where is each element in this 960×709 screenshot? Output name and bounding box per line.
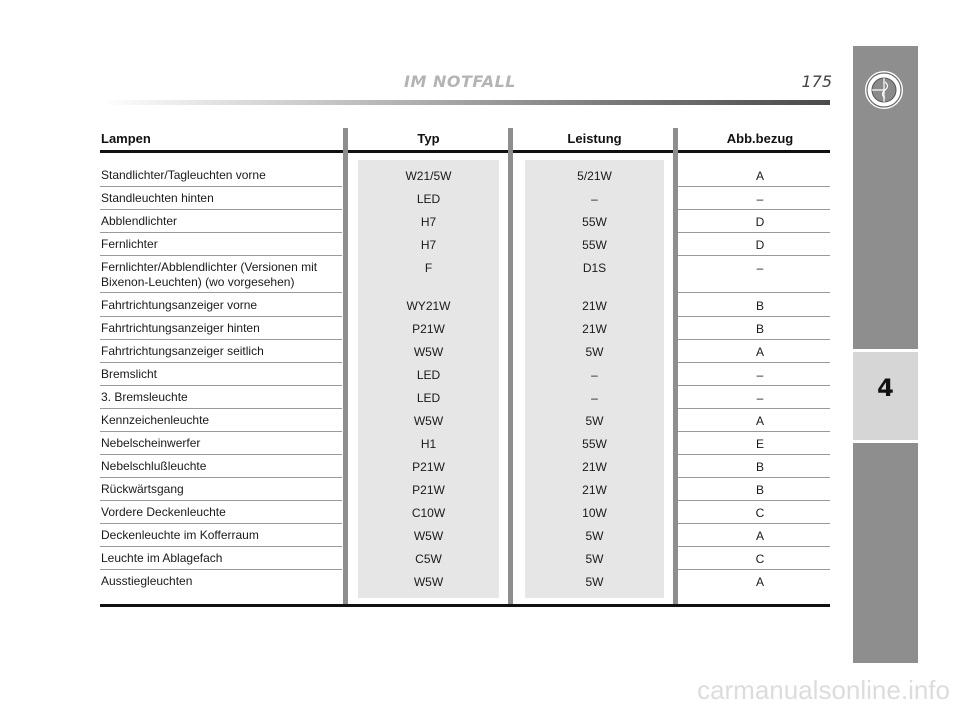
row-lamp-name — [101, 390, 339, 405]
row-abb: D — [755, 238, 765, 252]
row-divider — [678, 569, 830, 570]
row-abb: – — [756, 391, 764, 405]
row-divider — [100, 500, 342, 501]
col-head-lampen: Lampen — [101, 131, 151, 146]
row-lamp-name — [101, 482, 339, 497]
row-abb: E — [755, 437, 764, 451]
row-typ: P21W — [412, 483, 445, 497]
row-lamp-name — [101, 168, 339, 183]
row-lamp-name-line: Abblendlichter — [101, 214, 178, 228]
table-bottom-rule — [100, 604, 830, 607]
row-divider — [678, 523, 830, 524]
row-divider — [100, 569, 342, 570]
column-divider — [343, 128, 348, 607]
row-lamp-name-line: 3. Bremsleuchte — [101, 390, 188, 404]
row-divider — [678, 477, 830, 478]
row-abb: A — [755, 529, 764, 543]
row-divider — [678, 431, 830, 432]
row-lamp-name-line: Fahrtrichtungsanzeiger hinten — [101, 321, 260, 335]
row-lamp-name — [101, 260, 339, 290]
row-leistung: 21W — [582, 299, 607, 313]
row-typ: W5W — [413, 345, 444, 359]
row-abb: C — [755, 506, 765, 520]
row-leistung: 55W — [582, 437, 607, 451]
row-leistung: – — [591, 391, 598, 405]
row-abb: B — [755, 460, 764, 474]
row-abb: C — [755, 552, 765, 566]
watermark: carmanualsonline.info — [697, 675, 950, 705]
row-typ: H7 — [420, 215, 437, 229]
row-lamp-name — [101, 551, 339, 566]
row-lamp-name-line: Bixenon-Leuchten) (wo vorgesehen) — [101, 275, 295, 289]
row-divider — [678, 408, 830, 409]
table-header-rule — [100, 150, 830, 153]
row-leistung: 21W — [582, 322, 607, 336]
row-lamp-name — [101, 528, 339, 543]
row-lamp-name-line: Standleuchten hinten — [101, 191, 214, 205]
row-divider — [678, 454, 830, 455]
col-head-leistung: Leistung — [567, 131, 622, 146]
row-abb: D — [755, 215, 765, 229]
row-lamp-name-line: Fahrtrichtungsanzeiger seitlich — [101, 344, 264, 358]
row-divider — [678, 186, 830, 187]
row-divider — [100, 292, 342, 293]
row-lamp-name — [101, 191, 339, 206]
row-divider — [678, 500, 830, 501]
row-lamp-name-line: Nebelschlußleuchte — [101, 459, 207, 473]
row-lamp-name — [101, 298, 339, 313]
row-divider — [100, 546, 342, 547]
chapter-sidebar — [853, 46, 918, 663]
row-lamp-name-line: Rückwärtsgang — [101, 482, 184, 496]
row-typ: H1 — [420, 437, 437, 451]
row-lamp-name-line: Leuchte im Ablagefach — [101, 551, 223, 565]
header-rule — [100, 100, 830, 105]
row-leistung: 5W — [585, 345, 604, 359]
row-typ: P21W — [412, 460, 445, 474]
row-divider — [100, 316, 342, 317]
row-abb: – — [756, 192, 764, 206]
row-leistung: 5W — [585, 552, 604, 566]
row-lamp-name — [101, 436, 339, 451]
row-lamp-name-line: Ausstiegleuchten — [101, 574, 193, 588]
row-lamp-name — [101, 321, 339, 336]
row-divider — [100, 454, 342, 455]
row-typ: P21W — [412, 322, 445, 336]
row-leistung: 21W — [582, 483, 607, 497]
row-lamp-name — [101, 344, 339, 359]
column-divider — [508, 128, 513, 607]
row-abb: – — [756, 261, 764, 275]
row-divider — [100, 385, 342, 386]
row-leistung: 5W — [585, 529, 604, 543]
row-lamp-name-line: Nebelscheinwerfer — [101, 436, 201, 450]
row-lamp-name — [101, 237, 339, 252]
col-head-abb: Abb.bezug — [726, 131, 794, 146]
row-divider — [100, 255, 342, 256]
row-abb: A — [755, 169, 764, 183]
alfa-romeo-badge-icon — [864, 70, 904, 110]
row-leistung: 5W — [585, 575, 604, 589]
row-divider — [100, 408, 342, 409]
row-lamp-name-line: Fahrtrichtungsanzeiger vorne — [101, 298, 258, 312]
row-lamp-name-line: Standlichter/Tagleuchten vorne — [101, 168, 266, 182]
row-divider — [678, 232, 830, 233]
row-lamp-name-line: Deckenleuchte im Kofferraum — [101, 528, 259, 542]
row-typ: W5W — [413, 414, 444, 428]
row-lamp-name-line: Fernlichter — [101, 237, 158, 251]
row-lamp-name — [101, 505, 339, 520]
row-leistung: – — [591, 192, 598, 206]
row-leistung: D1S — [582, 261, 607, 275]
row-lamp-name-line: Vordere Deckenleuchte — [101, 505, 226, 519]
row-leistung: 10W — [582, 506, 607, 520]
row-typ: H7 — [420, 238, 437, 252]
sidebar-bottom-block — [853, 443, 918, 663]
row-typ: LED — [416, 368, 441, 382]
row-abb: A — [755, 345, 764, 359]
row-lamp-name — [101, 574, 339, 589]
row-typ: LED — [416, 391, 441, 405]
row-lamp-name-line: Kennzeichenleuchte — [101, 413, 210, 427]
page-header-title: IM NOTFALL — [404, 72, 516, 91]
row-typ: W5W — [413, 575, 444, 589]
row-divider — [100, 362, 342, 363]
row-divider — [678, 546, 830, 547]
row-leistung: 55W — [582, 238, 607, 252]
row-typ: WY21W — [406, 299, 451, 313]
row-lamp-name-line: Fernlichter/Abblendlichter (Versionen mit — [101, 260, 318, 274]
row-typ: W5W — [413, 529, 444, 543]
row-abb: A — [755, 575, 764, 589]
row-divider — [678, 385, 830, 386]
row-divider — [678, 255, 830, 256]
row-typ: C5W — [415, 552, 442, 566]
row-leistung: 55W — [582, 215, 607, 229]
column-divider — [673, 128, 678, 607]
row-divider — [100, 431, 342, 432]
row-abb: B — [755, 299, 764, 313]
row-lamp-name — [101, 459, 339, 474]
row-divider — [100, 209, 342, 210]
row-typ: LED — [416, 192, 441, 206]
row-divider — [100, 232, 342, 233]
row-typ: F — [424, 261, 433, 275]
col-head-typ: Typ — [417, 131, 440, 146]
row-divider — [678, 316, 830, 317]
row-divider — [678, 292, 830, 293]
page-number: 175 — [801, 72, 832, 91]
row-typ: W21/5W — [405, 169, 452, 183]
row-leistung: 21W — [582, 460, 607, 474]
row-divider — [678, 339, 830, 340]
row-abb: B — [755, 322, 764, 336]
row-leistung: 5W — [585, 414, 604, 428]
row-lamp-name-line: Bremslicht — [101, 367, 158, 381]
row-abb: A — [755, 414, 764, 428]
row-lamp-name — [101, 214, 339, 229]
row-divider — [100, 477, 342, 478]
row-divider — [100, 186, 342, 187]
row-divider — [678, 209, 830, 210]
chapter-tab-number: 4 — [877, 374, 894, 402]
row-divider — [678, 362, 830, 363]
row-leistung: 5/21W — [577, 169, 612, 183]
row-lamp-name — [101, 413, 339, 428]
row-leistung: – — [591, 368, 598, 382]
row-typ: C10W — [411, 506, 446, 520]
row-abb: B — [755, 483, 764, 497]
row-abb: – — [756, 368, 764, 382]
row-lamp-name — [101, 367, 339, 382]
row-divider — [100, 523, 342, 524]
row-divider — [100, 339, 342, 340]
chapter-tab[interactable] — [853, 352, 918, 440]
